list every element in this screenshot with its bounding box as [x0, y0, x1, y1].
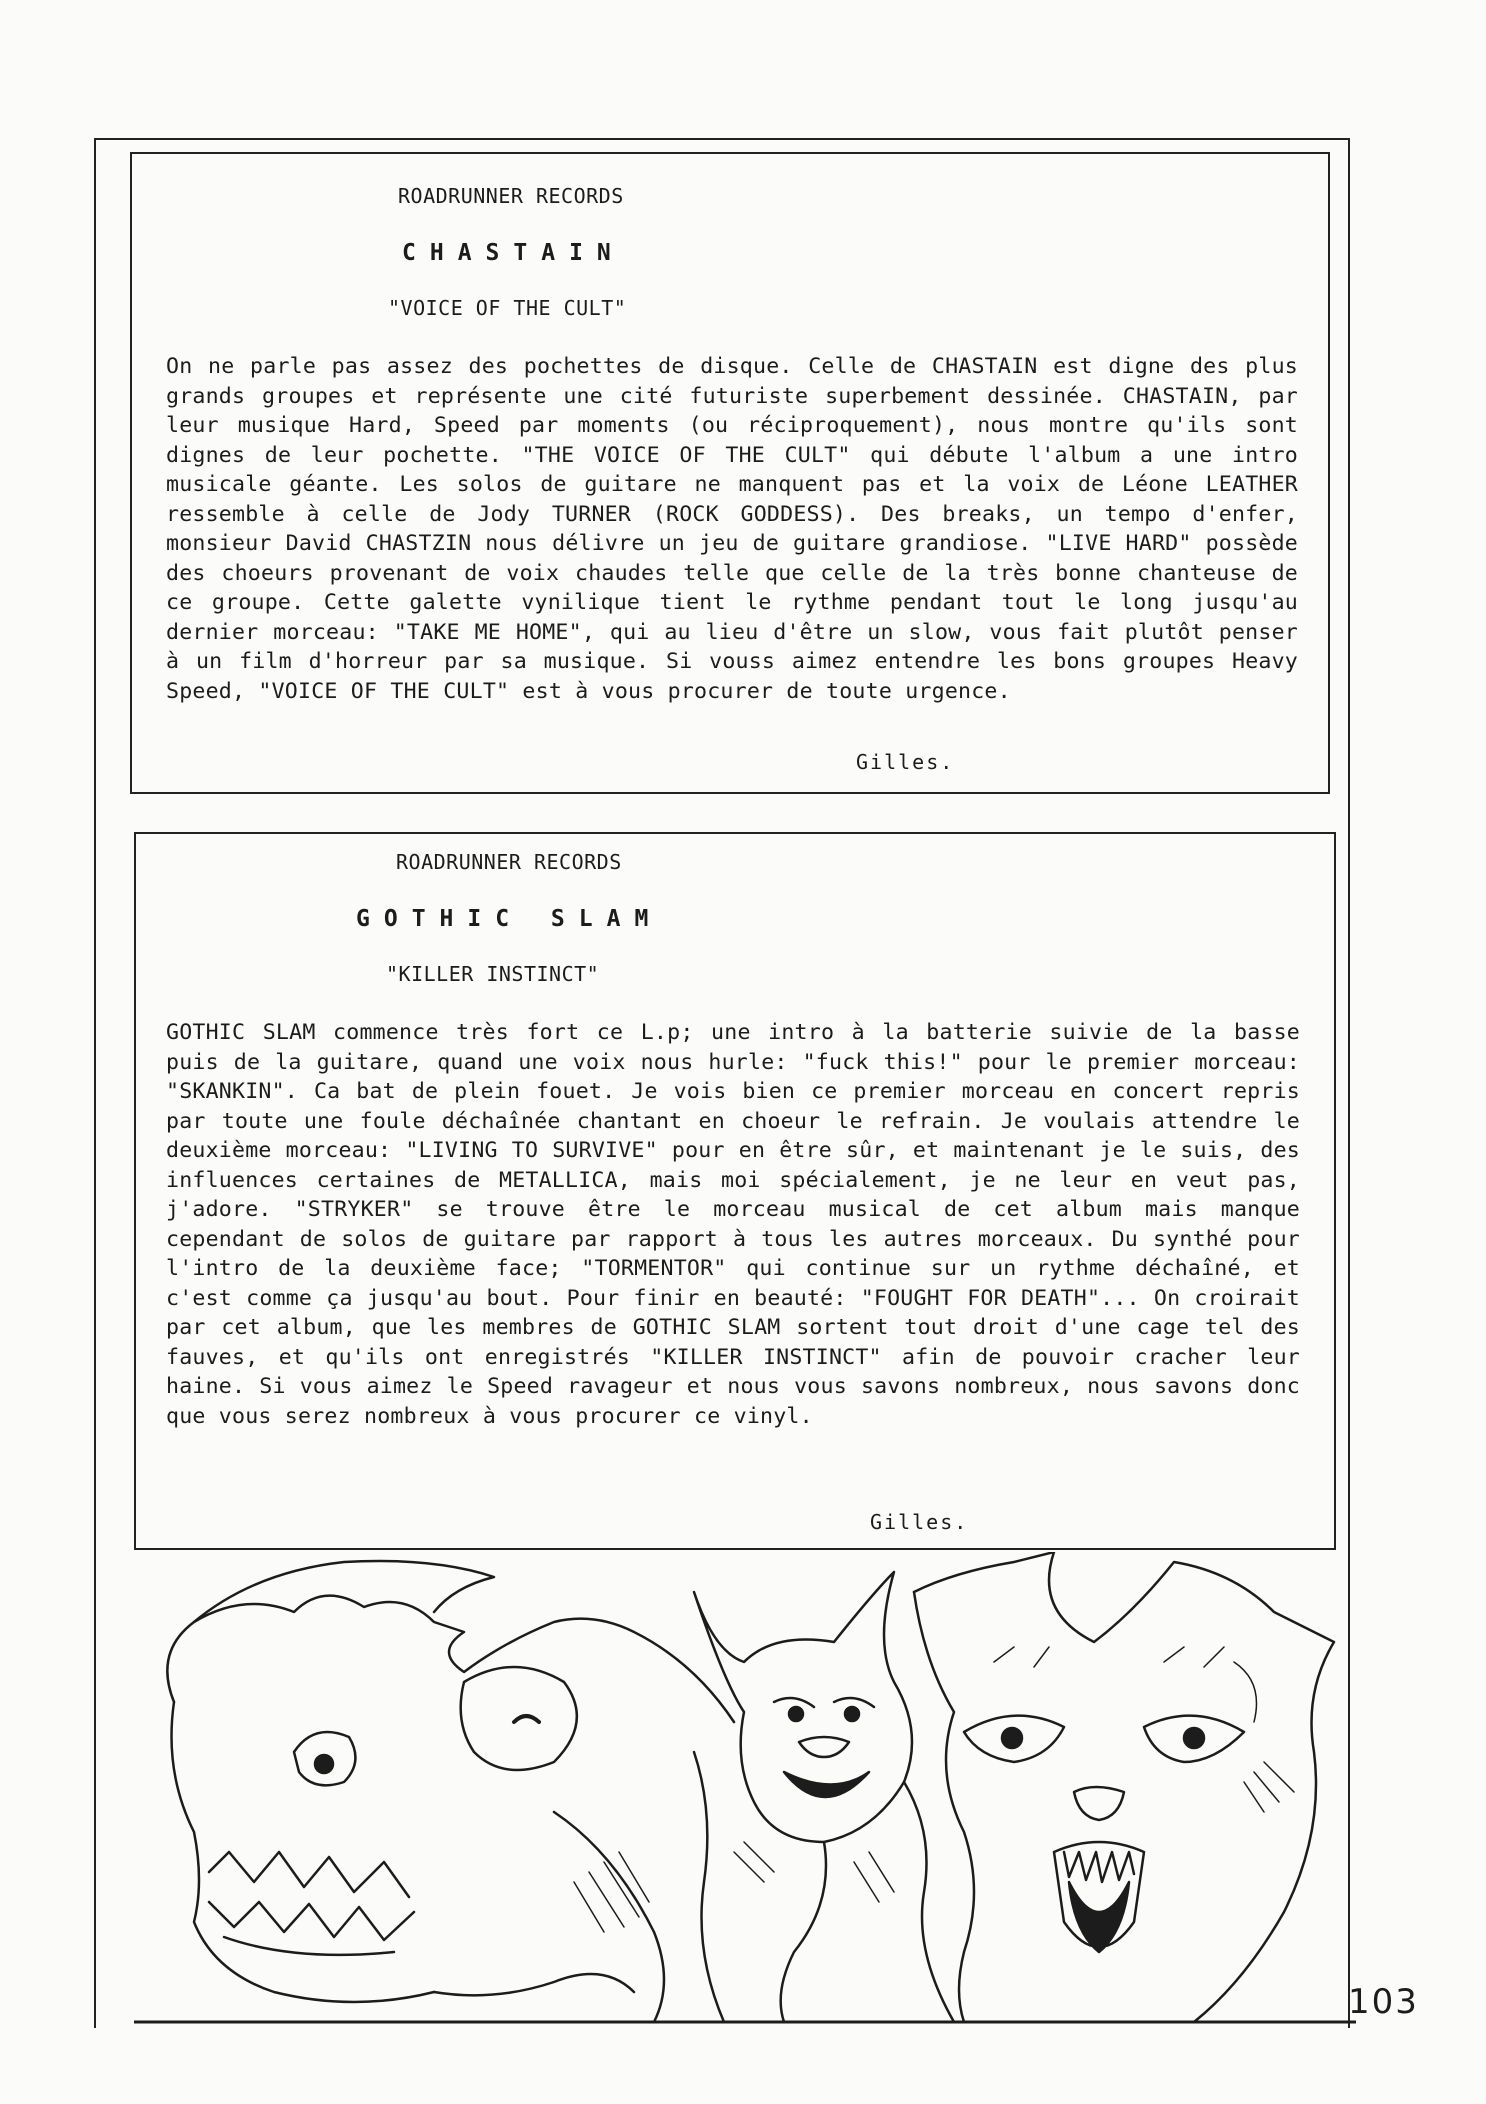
monster-illustration — [134, 1552, 1356, 2028]
review-box-gothic-slam — [134, 832, 1336, 1550]
horned-skull-creature — [167, 1561, 734, 2022]
armored-demon-creature — [914, 1552, 1334, 2022]
record-label: ROADRUNNER RECORDS — [398, 184, 624, 208]
review-signature: Gilles. — [856, 750, 955, 774]
grinning-gremlin-creature — [694, 1572, 954, 2022]
review-body: On ne parle pas assez des pochettes de disque. Celle de CHASTAIN est digne des plus grands groupes et représente une cité futuriste superbement dessinée. CHASTAIN, par leur musique Hard, Speed par moments (ou réciproquement), nous montre qu'ils sont dignes de leur pochette. "THE VOICE OF THE CULT" qui débute l'album a une intro musicale géante. Les solos de guitare ne manquent pas et la voix de Léone LEATHER ressemble à celle de Jody TURNER (ROCK GODDESS). Des breaks, un tempo d'enfer, monsieur David CHASTZIN nous délivre un jeu de guitare grandiose. "LIVE HARD" possède des choeurs provenant de voix chaudes telle que celle de la très bonne chanteuse de ce groupe. Cette galette vynilique tient le rythme pendant tout le long jusqu'au dernier morceau: "TAKE ME HOME", qui au lieu d'être un slow, vous fait plutôt penser à un film d'horreur par sa musique. Si vouss aimez entendre les bons groupes Heavy Speed, "VOICE OF THE CULT" est à vous procurer de toute urgence. — [166, 354, 1298, 704]
page-number: 103 — [1348, 1982, 1419, 2022]
record-label: ROADRUNNER RECORDS — [396, 850, 622, 874]
review-box-chastain — [130, 152, 1330, 794]
album-title: "VOICE OF THE CULT" — [388, 296, 627, 320]
artist-name: GOTHIC SLAM — [356, 906, 663, 932]
review-body: GOTHIC SLAM commence très fort ce L.p; une intro à la batterie suivie de la basse puis de la guitare, quand une voix nous hurle: "fuck this!" pour le premier morceau: "SKANKIN". Ca bat de plein fouet. Je vois bien ce premier morceau en concert repris par toute une foule déchaînée chantant en choeur le refrain. Je voulais attendre le deuxième morceau: "LIVING TO SURVIVE" pour en être sûr, et maintenant je le suis, des influences certaines de METALLICA, mais moi spécialement, je ne leur en veut pas, j'adore. "STRYKER" se trouve être le morceau musical de cet album mais manque cependant de solos de guitare par rapport à tous les autres morceaux. Du synthé pour l'intro de la deuxième face; "TORMENTOR" qui continue sur un rythme déchaîné, et c'est comme ça jusqu'au bout. Pour finir en beauté: "FOUGHT FOR DEATH"... On croirait par cet album, que les membres de GOTHIC SLAM sortent tout droit d'une cage tel des fauves, et qu'ils ont enregistrés "KILLER INSTINCT" afin de pouvoir cracher leur haine. Si vous aimez le Speed ravageur et nous vous savons nombreux, nous savons donc que vous serez nombreux à vous procurer ce vinyl. — [166, 1020, 1300, 1429]
artist-name: CHASTAIN — [402, 240, 625, 266]
album-title: "KILLER INSTINCT" — [386, 962, 600, 986]
review-signature: Gilles. — [870, 1510, 969, 1534]
